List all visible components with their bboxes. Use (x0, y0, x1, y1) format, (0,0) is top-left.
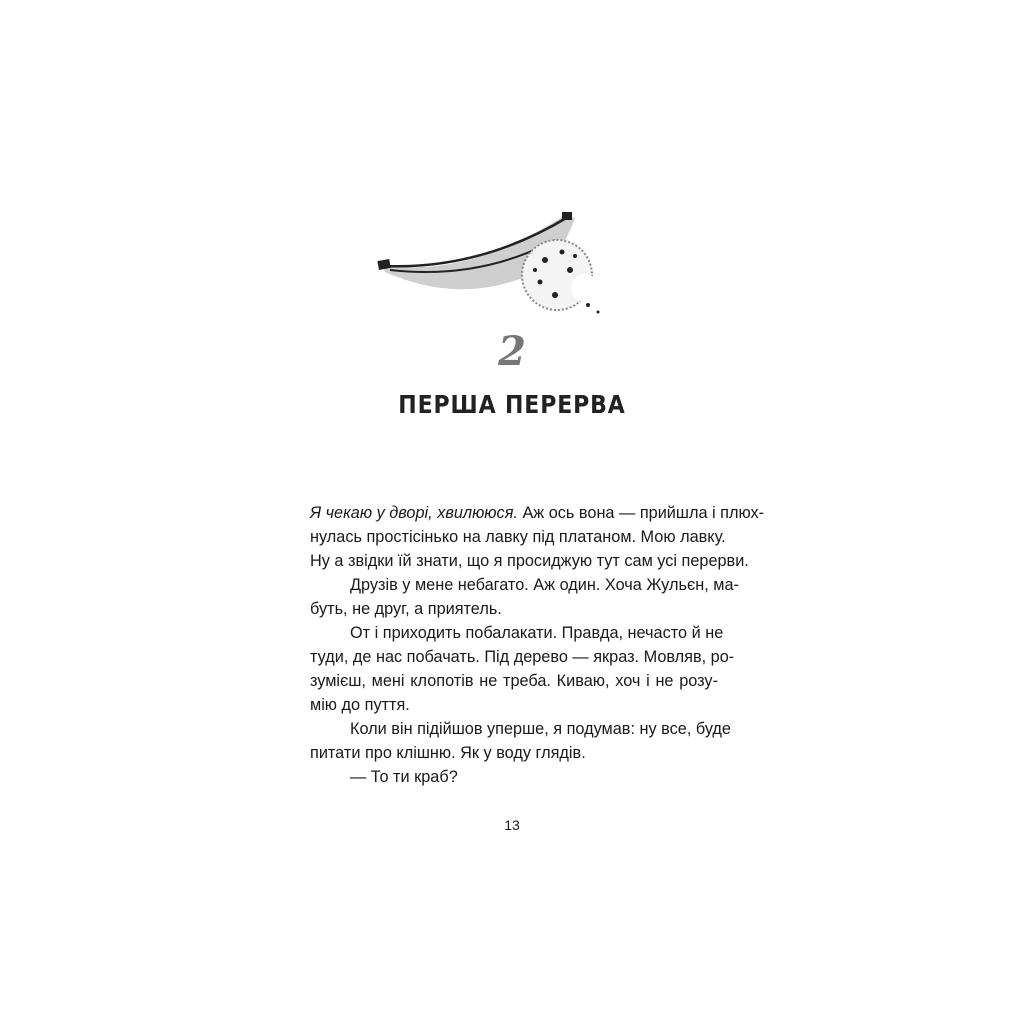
paragraph-line: нулась простісінько на лавку під платаном. Мою лавку. (310, 528, 726, 546)
chapter-title: ПЕРША ПЕРЕРВА (398, 390, 626, 419)
page-number: 13 (504, 817, 520, 833)
paragraph-line: мію до пуття. (310, 696, 410, 714)
paragraph-line: туди, де нас побачать. Під дерево — якраз. Мовляв, ро- (310, 648, 735, 666)
paragraph-line: — То ти краб? (350, 768, 458, 786)
chapter-body-text (310, 501, 765, 789)
paragraph-line: Ну а звідки їй знати, що я просиджую тут сам усі перерви. (310, 552, 749, 570)
paragraph-line: От і приходить побалакати. Правда, нечасто й не (350, 624, 724, 642)
paragraph-line: Друзів у мене небагато. Аж один. Хоча Жульєн, ма- (350, 576, 739, 594)
paragraph-line: Коли він підійшов уперше, я подумав: ну все, буде (350, 720, 731, 738)
chapter-number: 2 (498, 328, 526, 375)
banana-cookie-illustration (370, 200, 630, 320)
paragraph-line: зумієш, мені клопотів не треба. Киваю, хоч і не розу- (310, 672, 718, 690)
paragraph-line: питати про клішню. Як у воду глядів. (310, 744, 586, 762)
paragraph-line: буть, не друг, а приятель. (310, 600, 502, 618)
paragraph-line: Я чекаю у дворі, хвилююся. Аж ось вона — прийшла і плюх- (310, 504, 765, 522)
